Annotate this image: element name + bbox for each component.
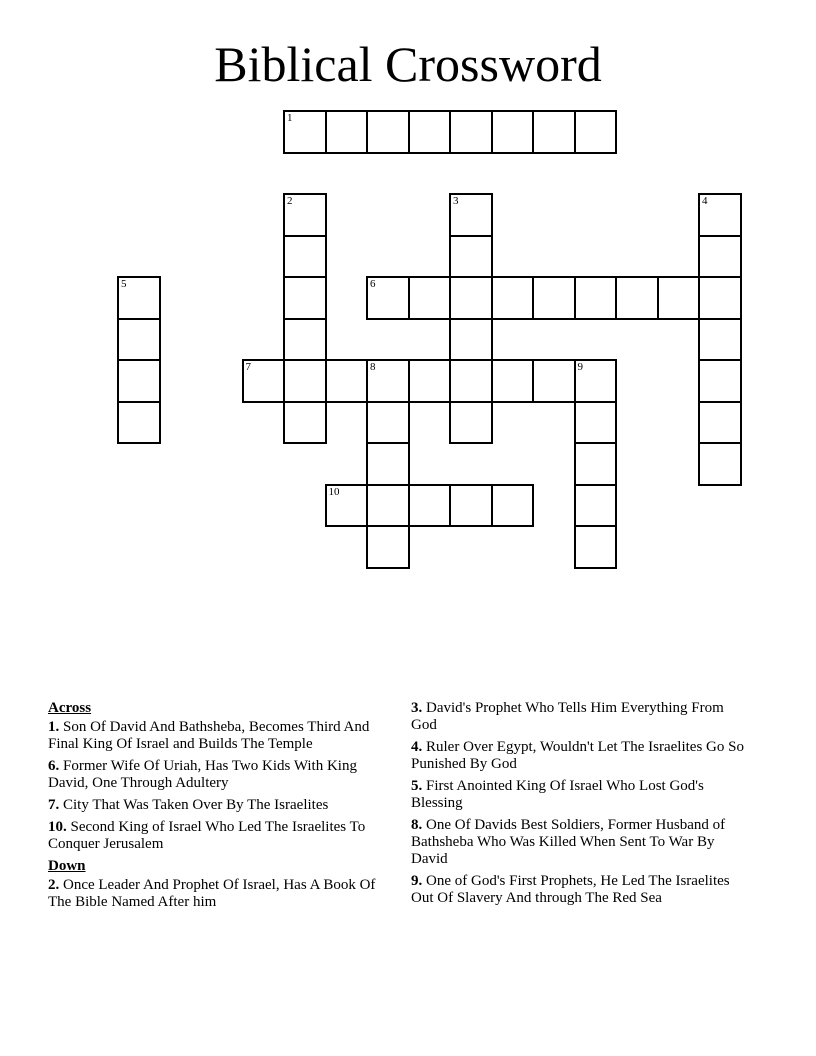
- clue-item: [48, 819, 383, 853]
- clue-text: One Of Davids Best Soldiers, Former Husband of Bathsheba Who Was Killed When Sent To War By David: [411, 817, 726, 867]
- grid-cell[interactable]: [698, 318, 742, 362]
- grid-cell[interactable]: [449, 110, 493, 154]
- clues-right-column: [411, 700, 746, 912]
- down-clue-list-continued: [411, 700, 746, 907]
- clue-number-label: 9.: [411, 873, 423, 889]
- clue-number: 9: [577, 361, 583, 373]
- clue-number: 4: [702, 195, 708, 207]
- grid-cell[interactable]: [698, 193, 742, 237]
- grid-cell[interactable]: [574, 442, 618, 486]
- clue-text: David's Prophet Who Tells Him Everything From God: [411, 700, 724, 733]
- clue-text: Son Of David And Bathsheba, Becomes Third And Final King Of Israel and Builds The Temple: [48, 719, 370, 752]
- clue-number: 2: [287, 195, 293, 207]
- down-heading: Down: [48, 858, 86, 874]
- clue-number-label: 10.: [48, 819, 67, 835]
- grid-cell[interactable]: [491, 276, 535, 320]
- grid-cell[interactable]: [283, 235, 327, 279]
- grid-cell[interactable]: [283, 401, 327, 445]
- clue-item: [48, 797, 383, 814]
- grid-cell[interactable]: [491, 484, 535, 528]
- grid-cell[interactable]: [698, 276, 742, 320]
- grid-cell[interactable]: [449, 318, 493, 362]
- clue-text: One of God's First Prophets, He Led The Israelites Out Of Slavery And through The Red Sea: [411, 873, 730, 906]
- clue-text: City That Was Taken Over By The Israelites: [59, 797, 329, 813]
- grid-cell[interactable]: [325, 359, 369, 403]
- grid-cell[interactable]: [532, 276, 576, 320]
- grid-cell[interactable]: [117, 318, 161, 362]
- clue-number-label: 2.: [48, 877, 60, 893]
- clue-number-label: 6.: [48, 758, 60, 774]
- grid-cell[interactable]: [325, 484, 369, 528]
- grid-cell[interactable]: [698, 359, 742, 403]
- grid-cell[interactable]: [366, 484, 410, 528]
- grid-cell[interactable]: [325, 110, 369, 154]
- grid-cell[interactable]: [117, 401, 161, 445]
- grid-cell[interactable]: [615, 276, 659, 320]
- grid-cell[interactable]: [283, 359, 327, 403]
- grid-cell[interactable]: [574, 276, 618, 320]
- clue-number: 7: [245, 361, 251, 373]
- grid-cell[interactable]: [491, 110, 535, 154]
- page-title: Biblical Crossword: [214, 36, 602, 92]
- grid-cell[interactable]: [574, 525, 618, 569]
- down-clue-list: [48, 877, 383, 911]
- clue-number: 6: [370, 278, 376, 290]
- grid-cell[interactable]: [532, 110, 576, 154]
- clue-number-label: 7.: [48, 797, 60, 813]
- clue-text: Ruler Over Egypt, Wouldn't Let The Israelites Go So Punished By God: [411, 739, 744, 772]
- grid-cell[interactable]: [283, 110, 327, 154]
- grid-cell[interactable]: [698, 401, 742, 445]
- clue-item: [48, 758, 383, 792]
- clue-number-label: 4.: [411, 739, 423, 755]
- grid-cell[interactable]: [698, 235, 742, 279]
- grid-cell[interactable]: [366, 442, 410, 486]
- grid-cell[interactable]: [408, 110, 452, 154]
- clue-text: Once Leader And Prophet Of Israel, Has A Book Of The Bible Named After him: [48, 877, 376, 910]
- grid-cell[interactable]: [408, 359, 452, 403]
- grid-cell[interactable]: [449, 401, 493, 445]
- grid-cell[interactable]: [242, 359, 286, 403]
- across-clue-list: [48, 719, 383, 853]
- clue-item: [48, 877, 383, 911]
- clue-number: 5: [121, 278, 127, 290]
- clue-text: Second King of Israel Who Led The Israelites To Conquer Jerusalem: [48, 819, 366, 852]
- grid-cell[interactable]: [408, 484, 452, 528]
- grid-cell[interactable]: [366, 276, 410, 320]
- across-heading: Across: [48, 700, 92, 716]
- grid-cell[interactable]: [117, 359, 161, 403]
- grid-cell[interactable]: [366, 110, 410, 154]
- grid-cell[interactable]: [366, 401, 410, 445]
- grid-cell[interactable]: [408, 276, 452, 320]
- grid-cell[interactable]: [283, 318, 327, 362]
- clue-number-label: 8.: [411, 817, 423, 833]
- grid-cell[interactable]: [574, 110, 618, 154]
- clue-number: 1: [287, 112, 293, 124]
- clue-item: [411, 700, 746, 734]
- grid-cell[interactable]: [449, 276, 493, 320]
- grid-cell[interactable]: [491, 359, 535, 403]
- grid-cell[interactable]: [657, 276, 701, 320]
- clue-number: 10: [328, 485, 340, 498]
- clue-number-label: 3.: [411, 700, 423, 716]
- grid-cell[interactable]: [366, 359, 410, 403]
- clue-number-label: 5.: [411, 778, 423, 794]
- clue-item: [411, 739, 746, 773]
- clue-number: 8: [370, 361, 376, 373]
- grid-cell[interactable]: [449, 359, 493, 403]
- grid-cell[interactable]: [117, 276, 161, 320]
- clue-number: 3: [453, 195, 459, 207]
- clue-number-label: 1.: [48, 719, 60, 735]
- clue-text: First Anointed King Of Israel Who Lost God's Blessing: [411, 778, 704, 811]
- grid-cell[interactable]: [574, 401, 618, 445]
- clue-item: [411, 873, 746, 907]
- grid-cell[interactable]: [449, 235, 493, 279]
- grid-cell[interactable]: [449, 484, 493, 528]
- grid-cell[interactable]: [532, 359, 576, 403]
- grid-cell[interactable]: [449, 193, 493, 237]
- grid-cell[interactable]: [574, 484, 618, 528]
- clue-item: [411, 817, 746, 868]
- grid-cell[interactable]: [698, 442, 742, 486]
- grid-cell[interactable]: [283, 276, 327, 320]
- grid-cell[interactable]: [366, 525, 410, 569]
- grid-cell[interactable]: [283, 193, 327, 237]
- clue-text: Former Wife Of Uriah, Has Two Kids With King David, One Through Adultery: [48, 758, 357, 791]
- clue-item: [411, 778, 746, 812]
- clue-item: [48, 719, 383, 753]
- grid-cell[interactable]: [574, 359, 618, 403]
- clues-left-column: [48, 700, 383, 916]
